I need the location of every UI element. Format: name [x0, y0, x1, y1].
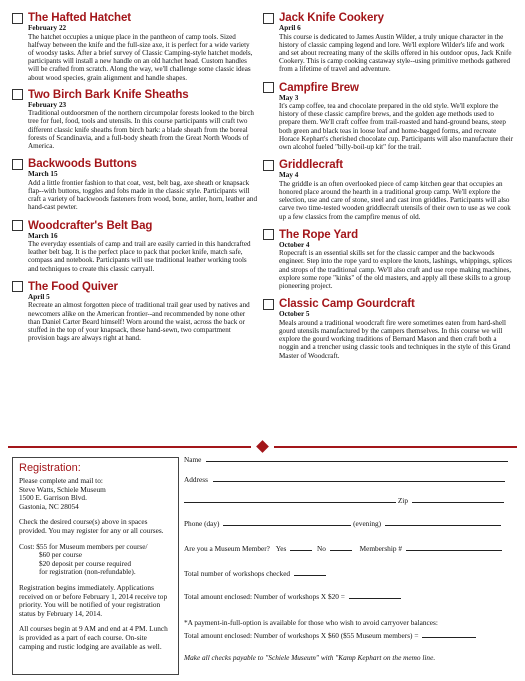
diamond-ornament-icon	[256, 440, 269, 453]
course-date: October 4	[279, 240, 310, 249]
registration-info-box	[12, 457, 179, 675]
cost-line: $20 deposit per course required	[39, 558, 131, 568]
total-amount-full-label: Total amount enclosed: Number of workshops X $60 ($55 Museum members) =	[184, 631, 419, 640]
course-description: This course is dedicated to James Austin Wilder, a truly unique character in the history of classic camping legend and lore. We'll explore Wilder's life and work and set about recreating many of the skills offered in his outdoor opus, Jack Knife Cookery. This is camp cooking castaway style--using primitive methods gathered from a lifetime of travel and adventure.	[279, 32, 512, 74]
phone-evening-label: (evening)	[353, 519, 382, 528]
course-date: April 5	[28, 292, 50, 301]
course-checkbox[interactable]	[263, 82, 274, 93]
mail-line: Gastonia, NC 28054	[19, 501, 79, 511]
address-label: Address	[184, 475, 208, 484]
course-item	[263, 159, 515, 221]
checks-payable-note: Make all checks payable to "Schiele Museum" with "Kamp Kephart on the memo line.	[184, 653, 436, 662]
course-checkbox[interactable]	[263, 13, 274, 24]
course-header	[12, 281, 257, 293]
total-amount-full-row	[184, 630, 476, 640]
city-state-field[interactable]	[184, 495, 396, 503]
course-column-right	[263, 12, 515, 366]
course-description: Meals around a traditional woodcraft fire were sometimes eaten from hard-shell gourd utensils manufactured by the campers themselves. In this course we will explore the gourd working traditions of Bernard Mason and then craft both a noggin and a trencher using classic tools and techniques in the style of this Grand Master of Woodcraft.	[279, 318, 511, 360]
course-item	[263, 229, 515, 291]
course-checkbox[interactable]	[12, 13, 23, 24]
mailing-address	[19, 477, 172, 511]
course-title: Classic Camp Gourdcraft	[279, 298, 415, 311]
course-header	[12, 12, 257, 24]
course-title: Woodcrafter's Belt Bag	[28, 219, 153, 232]
course-header	[263, 298, 515, 310]
course-title: The Rope Yard	[279, 228, 359, 241]
course-date: February 22	[28, 24, 67, 32]
course-header	[263, 229, 515, 241]
deadline-info: Registration begins immediately. Applications received on or before February 1, 2014 receive top priority. You will be notified of your registration status by February 14, 2014.	[19, 582, 168, 618]
course-header	[12, 89, 257, 101]
course-header	[12, 158, 257, 170]
phone-evening-field[interactable]	[385, 518, 501, 526]
yes-field[interactable]	[290, 543, 312, 551]
total-amount-full-field[interactable]	[422, 630, 476, 638]
course-date: March 15	[28, 170, 58, 179]
course-title: The Food Quiver	[28, 280, 118, 293]
course-header	[12, 220, 257, 232]
course-title: Jack Knife Cookery	[279, 12, 384, 24]
course-description: The everyday essentials of camp and trail are easily carried in this handcrafted leather belt bag. It is the perfect place to pack that pocket knife, match safe, compass and notebook. Participants will use traditional leather working tools and techniques to create this classic carryall.	[28, 240, 251, 273]
membership-number-field[interactable]	[406, 543, 502, 551]
course-item	[263, 82, 515, 152]
course-checkbox[interactable]	[263, 160, 274, 171]
course-title: Two Birch Bark Knife Sheaths	[28, 88, 189, 101]
course-item	[12, 220, 257, 273]
course-title: The Hafted Hatchet	[28, 12, 131, 24]
course-header	[263, 159, 515, 171]
course-date: March 16	[28, 231, 58, 240]
yes-label: Yes	[275, 544, 287, 553]
course-checkbox[interactable]	[12, 159, 23, 170]
course-header	[263, 12, 515, 24]
course-description: Traditional outdoorsmen of the northern circumpolar forests looked to the birch tree for fuel, food, tools and utensils. In this course participants will craft two different classic knife sheaths from birch bark: a blade sheath from the boreal forests of Scandinavia, and a full-body sheath from the Great North Woods of America.	[28, 109, 254, 151]
course-item	[12, 158, 257, 211]
course-checkbox[interactable]	[12, 89, 23, 100]
phone-day-label: Phone (day)	[184, 519, 220, 528]
course-date: May 4	[279, 171, 299, 180]
zip-row	[184, 495, 504, 505]
cost-line: for registration (non-refundable).	[39, 567, 136, 577]
course-title: Backwoods Buttons	[28, 158, 137, 171]
course-description: The hatchet occupies a unique place in the pantheon of camp tools. Sized halfway between the knife and the full-size axe, it is perfect for a wide variety of woodsy tasks. After a brief survey of Classic Camping-style hatchet models, participants will install a new handle on an old hatchet head. Custom handles will be crafted from scratch. Along the way, we'll challenge some classic ideas about wood species, grain alignment and handle shapes.	[28, 32, 253, 82]
course-description: It's camp coffee, tea and chocolate prepared in the old style. We'll explore the history of these classic campfire brews, and the golden age methods used to prepare them. We'll craft coffee from trail-roasted and hand-ground beans, steep both green and black teas in loose leaf and home-bagged forms, and recreate Horace Kephart's cherished chocolate cup. Participants will also manufacture their own alcohol fueled "billy-boil-up kit" for the trail.	[279, 102, 514, 152]
zip-label: Zip	[397, 496, 408, 505]
course-item	[12, 281, 257, 343]
course-date: October 5	[279, 310, 310, 319]
registration-title: Registration:	[19, 462, 81, 474]
cost-line: $60 per course	[39, 550, 82, 560]
course-description: Add a little frontier fashion to that coat, vest, belt bag, axe sheath or knapsack flap--with buttons, toggles and fobs made in the classic style. Participants will craft a variety of backwoods fasteners from wood, bone, antler, horn, leather and hand-cast pewter.	[28, 178, 257, 212]
name-row	[184, 454, 508, 464]
course-date: May 3	[279, 93, 299, 102]
mail-line: Please complete and mail to:	[19, 476, 103, 485]
zip-field[interactable]	[412, 495, 504, 503]
mail-line: 1500 E. Garrison Blvd.	[19, 493, 87, 503]
mail-line: Steve Watts, Schiele Museum	[19, 484, 106, 494]
course-title: Campfire Brew	[279, 81, 359, 94]
address-row	[184, 474, 505, 484]
total-workshops-field[interactable]	[294, 568, 326, 576]
section-divider	[8, 442, 517, 452]
course-item	[12, 89, 257, 151]
divider-line-left	[8, 446, 251, 448]
divider-line-right	[274, 446, 517, 448]
total-workshops-label: Total number of workshops checked	[184, 569, 291, 578]
cost-info	[19, 543, 172, 577]
total-workshops-row	[184, 568, 326, 578]
name-label: Name	[184, 455, 202, 464]
phone-row	[184, 518, 501, 528]
schedule-info: All courses begin at 9 AM and end at 4 PM. Lunch is provided as a part of each course. On-site camping and rustic lodging are available as well.	[19, 624, 168, 651]
cost-line: Cost: $55 for Museum members per course/	[19, 541, 148, 551]
course-date: February 23	[28, 100, 67, 109]
phone-day-field[interactable]	[223, 518, 351, 526]
total-amount-field[interactable]	[349, 591, 401, 599]
course-date: April 6	[279, 24, 301, 32]
member-row	[184, 543, 502, 553]
course-column-left	[12, 12, 257, 348]
course-description: Recreate an almost forgotten piece of traditional trail gear used by natives and newcomers alike on the American frontier--and recommended by none other than Daniel Carter Beard himself! Worn around the waist, across the back or stuffed in the top of your knapsack, these hand-sewn, two compartment provision bags are always right at hand.	[28, 301, 250, 343]
course-checkbox[interactable]	[263, 299, 274, 310]
course-checkbox[interactable]	[12, 220, 23, 231]
total-amount-label: Total amount enclosed: Number of workshops X $20 =	[184, 592, 345, 601]
course-description: Ropecraft is an essential skills set for the classic camper and the backwoods engineer. Step into the rope yard to explore the knots, lashings, whippings, splices and strops of the traditional camp. We'll also craft and use rope making machines, explore some rope "kinks" of the old masters, and apply all these skills to a group pioneering project.	[279, 249, 512, 291]
course-item	[12, 12, 257, 82]
membership-number-label: Membership #	[359, 544, 402, 553]
payment-note: *A payment-in-full-option is available for those who wish to avoid carryover balances:	[184, 618, 438, 627]
total-amount-row	[184, 591, 401, 601]
check-instructions: Check the desired course(s) above in spaces provided. You may register for any or all courses.	[19, 517, 164, 535]
course-header	[263, 82, 515, 94]
address-field[interactable]	[213, 474, 505, 482]
course-checkbox[interactable]	[263, 229, 274, 240]
course-description: The griddle is an often overlooked piece of camp kitchen gear that occupies an honored place around the hearth in a traditional group camp. We'll explore the selection, use and care of stone, steel and cast iron griddles. Participants will also carve two time-tested wooden griddlecraft utensils of their own to use as we cook up a few classics from the campfire menus of old.	[279, 179, 511, 221]
no-field[interactable]	[330, 543, 352, 551]
course-title: Griddlecraft	[279, 159, 343, 172]
name-field[interactable]	[206, 454, 508, 462]
course-item	[263, 298, 515, 360]
no-label: No	[317, 544, 326, 553]
course-item	[263, 12, 515, 74]
course-checkbox[interactable]	[12, 281, 23, 292]
member-label: Are you a Museum Member?	[184, 544, 270, 553]
